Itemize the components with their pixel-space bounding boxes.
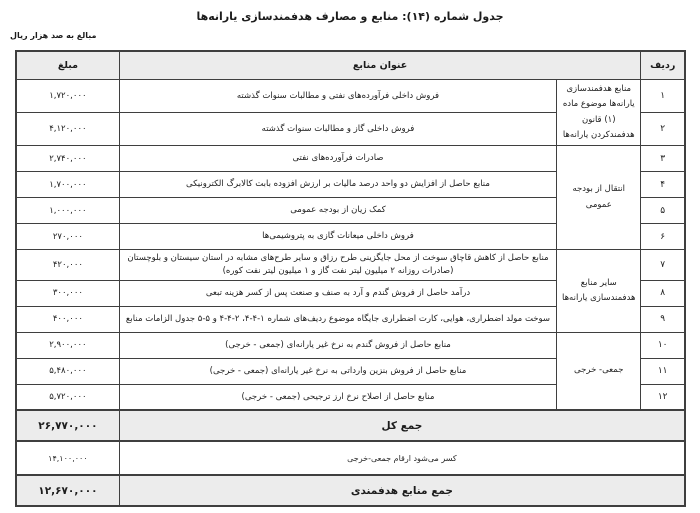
category-cell: منابع هدفمندسازی یارانه‌ها موضوع ماده (۱) قانون هدفمندکردن یارانه‌ها bbox=[557, 80, 641, 146]
source-description: فروش داخلی میعانات گازی به پتروشیمی‌ها bbox=[119, 224, 556, 250]
row-number: ۱ bbox=[641, 80, 685, 113]
source-description: درآمد حاصل از فروش گندم و آرد به صنف و صنعت پس از کسر هزینه تبعی bbox=[119, 280, 556, 306]
row-number: ۳ bbox=[641, 146, 685, 172]
amount-value: ۲۷۰,۰۰۰ bbox=[16, 224, 119, 250]
source-description: صادرات فرآورده‌های نفتی bbox=[119, 146, 556, 172]
amount-value: ۱,۰۰۰,۰۰۰ bbox=[16, 198, 119, 224]
table-body bbox=[16, 80, 685, 411]
table-summary bbox=[16, 410, 685, 506]
row-number: ۱۰ bbox=[641, 332, 685, 358]
table-row bbox=[16, 332, 685, 358]
summary-amount: ۱۲,۶۷۰,۰۰۰ bbox=[16, 475, 119, 506]
amount-value: ۲,۹۰۰,۰۰۰ bbox=[16, 332, 119, 358]
summary-amount: ۱۴,۱۰۰,۰۰۰ bbox=[16, 441, 119, 475]
table-row bbox=[16, 146, 685, 172]
amount-value: ۴۲۰,۰۰۰ bbox=[16, 250, 119, 281]
summary-row bbox=[16, 441, 685, 475]
subsidy-sources-table bbox=[15, 50, 686, 507]
source-description: منابع حاصل از اصلاح نرخ ارز ترجیحی (جمعی - خرجی) bbox=[119, 384, 556, 410]
summary-amount: ۲۶,۷۷۰,۰۰۰ bbox=[16, 410, 119, 441]
summary-label: جمع کل bbox=[119, 410, 685, 441]
source-description: منابع حاصل از فروش گندم به نرخ غیر یارانه‌ای (جمعی - خرجی) bbox=[119, 332, 556, 358]
amount-value: ۳۰۰,۰۰۰ bbox=[16, 280, 119, 306]
row-number: ۹ bbox=[641, 306, 685, 332]
source-description: فروش داخلی فرآورده‌های نفتی و مطالبات سنوات گذشته bbox=[119, 80, 556, 113]
summary-label: کسر می‌شود ارقام جمعی-خرجی bbox=[119, 441, 685, 475]
unit-note: مبالغ به صد هزار ریال bbox=[10, 31, 97, 40]
table-header bbox=[16, 51, 685, 80]
row-number: ۸ bbox=[641, 280, 685, 306]
row-number: ۵ bbox=[641, 198, 685, 224]
page-title: جدول شماره (۱۴): منابع و مصارف هدفمندسازی یارانه‌ها bbox=[196, 10, 504, 23]
row-number: ۲ bbox=[641, 113, 685, 146]
amount-value: ۵,۷۲۰,۰۰۰ bbox=[16, 384, 119, 410]
row-number: ۱۲ bbox=[641, 384, 685, 410]
amount-value: ۴۰۰,۰۰۰ bbox=[16, 306, 119, 332]
col-header-amount: مبلغ bbox=[16, 51, 119, 80]
amount-value: ۱,۷۲۰,۰۰۰ bbox=[16, 80, 119, 113]
col-header-radif: ردیف bbox=[641, 51, 685, 80]
source-description: منابع حاصل از کاهش قاچاق سوخت از محل جایگزینی طرح رزاق و سایر طرح‌های مشابه در استان سیستان و بلوچستان (صادرات روزانه ۲ میلیون لیتر نفت گاز و ۱ میلیون لیتر نفت کوره) bbox=[119, 250, 556, 281]
category-cell: انتقال از بودجه عمومی bbox=[557, 146, 641, 250]
amount-value: ۲,۷۴۰,۰۰۰ bbox=[16, 146, 119, 172]
category-cell: سایر منابع هدفمندسازی یارانه‌ها bbox=[557, 250, 641, 333]
source-description: منابع حاصل از افزایش دو واحد درصد مالیات بر ارزش افزوده بابت کالابرگ الکترونیکی bbox=[119, 172, 556, 198]
row-number: ۴ bbox=[641, 172, 685, 198]
amount-value: ۴,۱۲۰,۰۰۰ bbox=[16, 113, 119, 146]
row-number: ۱۱ bbox=[641, 358, 685, 384]
summary-row bbox=[16, 410, 685, 441]
summary-label: جمع منابع هدفمندی bbox=[119, 475, 685, 506]
source-description: سوخت مولد اضطراری، هوایی، کارت اضطراری جایگاه موضوع ردیف‌های شماره ۱-۴-۴، ۲-۴-۴ و ۵-۵ جدول الزامات منابع bbox=[119, 306, 556, 332]
amount-value: ۱,۷۰۰,۰۰۰ bbox=[16, 172, 119, 198]
table-row bbox=[16, 250, 685, 281]
source-description: کمک زیان از بودجه عمومی bbox=[119, 198, 556, 224]
source-description: فروش داخلی گاز و مطالبات سنوات گذشته bbox=[119, 113, 556, 146]
row-number: ۷ bbox=[641, 250, 685, 281]
table-row bbox=[16, 80, 685, 113]
summary-row bbox=[16, 475, 685, 506]
row-number: ۶ bbox=[641, 224, 685, 250]
category-cell: جمعی- خرجی bbox=[557, 332, 641, 410]
amount-value: ۵,۴۸۰,۰۰۰ bbox=[16, 358, 119, 384]
header-row bbox=[16, 51, 685, 80]
source-description: منابع حاصل از فروش بنزین وارداتی به نرخ غیر یارانه‌ای (جمعی - خرجی) bbox=[119, 358, 556, 384]
col-header-sources: عنوان منابع bbox=[119, 51, 641, 80]
